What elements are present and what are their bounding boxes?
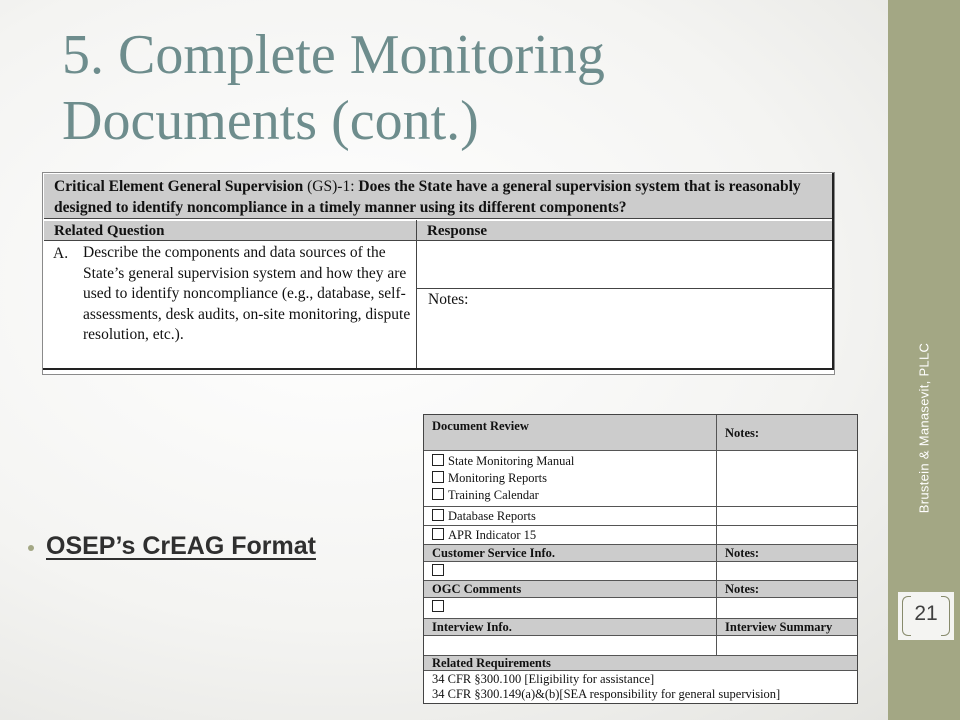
slide-title: 5. Complete Monitoring Documents (cont.) [62,24,605,152]
bullet-link[interactable]: OSEP’s CrEAG Format [46,532,316,560]
table-row [424,562,857,581]
response-header: Response [417,221,832,241]
interview-summary-header: Interview Summary [716,619,857,635]
notes-cell [716,451,857,506]
critical-element-heading [44,174,832,219]
checkbox[interactable] [432,488,444,500]
checklist-item[interactable]: Database Reports [424,507,716,525]
requirement-item: 34 CFR §300.149(a)&(b)[SEA responsibility for general supervision] [432,687,781,701]
checklist-item[interactable]: APR Indicator 15 [424,526,716,544]
table-row [424,598,857,619]
checklist-cell [424,451,716,506]
interview-info-header: Interview Info. [432,620,512,634]
question-label: A. [53,245,69,262]
table-row [424,619,857,636]
table-row [424,545,857,562]
interview-summary-cell [716,636,857,655]
checklist-item[interactable]: Training Calendar [432,487,708,504]
notes-label: Notes: [428,291,469,308]
table-row [424,656,857,671]
notes-cell [716,598,857,618]
related-question-header: Related Question [44,221,416,241]
table-row [424,581,857,598]
table-row [424,526,857,545]
page-number: 21 [914,602,938,625]
column-divider [416,220,417,368]
heading-bold: Critical Element General Supervision [54,178,304,195]
notes-header: Notes: [716,545,857,561]
checkbox[interactable] [432,454,444,466]
notes-cell [716,562,857,580]
checkbox[interactable] [432,528,444,540]
bullet-dot [28,545,34,551]
checkbox[interactable] [432,600,444,612]
critical-element-table [42,172,835,375]
firm-name-vertical: Brustein & Manasevit, PLLC [916,342,932,514]
requirement-item: 34 CFR §300.100 [Eligibility for assistance] [432,672,655,686]
interview-info-cell [424,636,716,655]
notes-cell [716,507,857,525]
notes-cell [716,526,857,544]
heading-abbr: (GS)-1: [303,178,355,195]
requirements-cell [424,671,857,703]
response-divider [417,288,833,289]
notes-header: Notes: [716,415,857,450]
table-row [424,671,857,703]
checklist-item[interactable]: State Monitoring Manual [432,453,708,470]
checkbox[interactable] [432,564,444,576]
table-row [424,507,857,526]
question-text: Describe the components and data sources of the State’s general supervision system and how they are used to identify noncompliance (e.g., database, self-assessments, desk audits, on-site monitoring, dispute resolution, etc.). [83,244,411,343]
document-review-table [423,414,858,704]
checkbox[interactable] [432,509,444,521]
ogc-comments-header: OGC Comments [432,582,522,596]
notes-header: Notes: [716,581,857,597]
checklist-item[interactable] [424,562,716,580]
table-row [424,451,857,507]
heading-question: Does the State have a general supervision system that is reasonably designed to identify noncompliance in a timely manner using its different components? [54,178,801,216]
checkbox[interactable] [432,471,444,483]
checklist-item[interactable] [424,598,716,618]
page-number-box [898,592,954,640]
checklist-item[interactable]: Monitoring Reports [432,470,708,487]
document-review-header: Document Review [432,419,529,433]
table-row [424,636,857,656]
customer-service-header: Customer Service Info. [432,546,556,560]
table-row [424,415,857,451]
related-requirements-header: Related Requirements [432,656,551,670]
